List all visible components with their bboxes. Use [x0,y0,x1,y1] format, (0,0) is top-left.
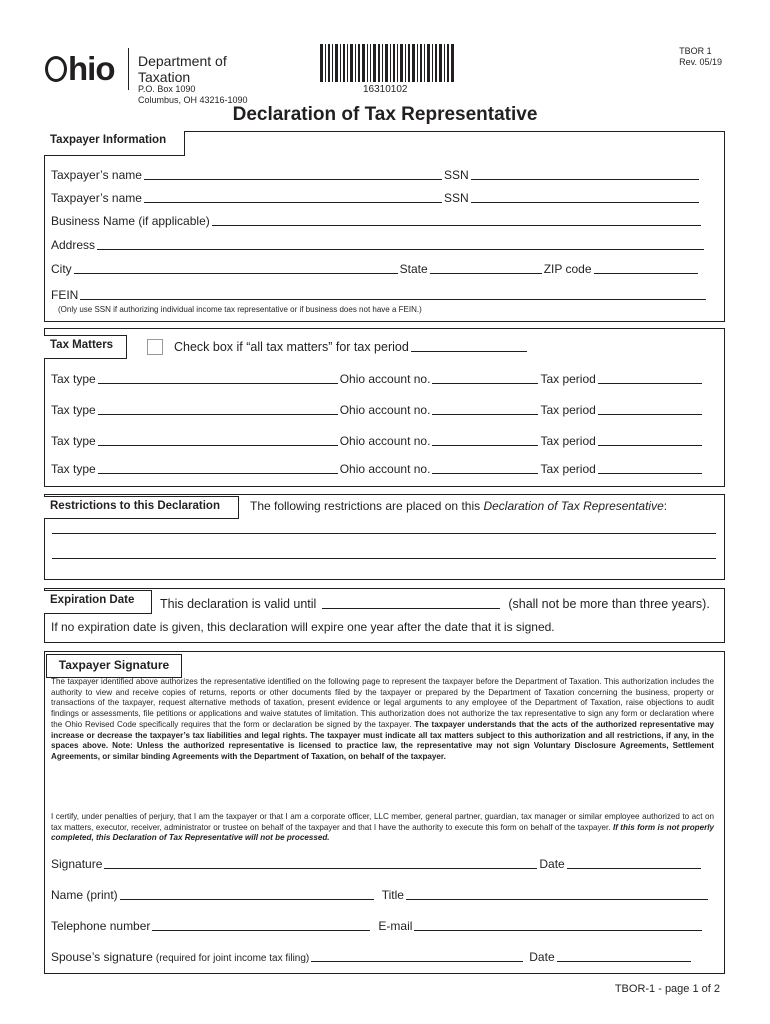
tax-type-field[interactable] [98,463,338,474]
tax-matter-row: Tax type Ohio account no. Tax period [51,372,704,386]
taxpayer-name-row-1: Taxpayer’s name SSN [51,168,711,182]
expiration-date-field[interactable] [322,598,500,609]
signature-field[interactable] [104,858,537,869]
account-field[interactable] [432,373,538,384]
restrictions-line[interactable] [52,533,716,534]
ssn-2-field[interactable] [471,192,699,203]
fein-note: (Only use SSN if authorizing individual income tax representative or if business does not have a FEIN.) [58,305,422,314]
taxpayer-name-2-field[interactable] [144,192,442,203]
zip-field[interactable] [594,263,698,274]
tax-type-field[interactable] [98,373,338,384]
account-field[interactable] [432,463,538,474]
form-code: TBOR 1 Rev. 05/19 [679,46,722,67]
tax-matters-label: Tax Matters [44,335,127,359]
spouse-date-field[interactable] [557,951,691,962]
state-field[interactable] [430,263,542,274]
spouse-signature-field[interactable] [311,951,523,962]
all-tax-matters-row: Check box if “all tax matters” for tax period [174,340,529,354]
department-name: Department of Taxation [138,53,227,85]
barcode-icon [320,44,454,82]
spouse-signature-row: Spouse’s signature (required for joint income tax filing) Date [51,950,693,964]
ohio-logo: hio [45,50,114,88]
restrictions-line[interactable] [52,558,716,559]
taxpayer-info-label: Taxpayer Information [44,131,185,156]
department-address: P.O. Box 1090 Columbus, OH 43216-1090 [138,84,248,105]
valid-until-row: This declaration is valid until (shall not be more than three years). [160,597,710,611]
expiration-label: Expiration Date [44,590,152,614]
account-field[interactable] [432,404,538,415]
ohio-logo-o-icon [45,56,67,82]
email-field[interactable] [414,920,702,931]
barcode-number: 16310102 [363,84,408,95]
certification-paragraph: I certify, under penalties of perjury, that I am the taxpayer or that I am a corporate officer, LLC member, general partner, guardian, tax manager or similar employee authorized to act on tax matters, executor, receiver, administrator or trustee on behalf of the taxpayer and that I have the authority to execute this form on behalf of the taxpayer. If this form is not properly completed, this Declaration of Tax Representative will not be processed. [51,812,715,843]
tax-period-field[interactable] [598,373,702,384]
city-field[interactable] [74,263,398,274]
tax-period-field[interactable] [598,463,702,474]
tax-type-field[interactable] [98,404,338,415]
tax-period-field[interactable] [598,404,702,415]
city-state-zip-row: City State ZIP code [51,262,700,276]
tax-period-field[interactable] [598,435,702,446]
tax-matter-row: Tax type Ohio account no. Tax period [51,462,704,476]
restrictions-label: Restrictions to this Declaration [44,496,239,519]
authorization-paragraph: The taxpayer identified above authorizes the representative identified on the following page to represent the taxpayer before the Department of Taxation. This authorization includes the authority to view and receive copies of returns, reports or other documents filed by the taxpayer or prepared by the Department of Taxation concerning the business, property or transactions of the taxpayer, request alternative methods of taxation, present evidence or legal arguments to any employee of the Department of Taxation, raise objections to audit findings or assessments, file petitions or applications and waive statutes of limitation. This authorization does not authorize the tax representative to sign any form or declaration where the Ohio Revised Code specifically requires that the form or declaration be signed by the taxpayer. The taxpayer understands that the acts of the authorized representative may increase or decrease the taxpayer’s tax liabilities and legal rights. The taxpayer must indicate all tax matters subject to this authorization and all restrictions, if any, in the spaces above. Note: Unless the authorized representative is licensed to practice law, the representative may not sign Voluntary Disclosure Agreements, Settlement Agreements, or similar binding Agreements with the Department of Taxation, on behalf of the taxpayer. [51,677,715,761]
tax-matter-row: Tax type Ohio account no. Tax period [51,403,704,417]
fein-row: FEIN [51,288,708,302]
telephone-field[interactable] [152,920,370,931]
tax-type-field[interactable] [98,435,338,446]
ssn-field[interactable] [471,169,699,180]
signature-label: Taxpayer Signature [46,654,182,678]
signature-date-field[interactable] [567,858,701,869]
taxpayer-name-row-2: Taxpayer’s name SSN [51,191,711,205]
name-title-row: Name (print) Title [51,888,710,902]
tax-matter-row: Tax type Ohio account no. Tax period [51,434,704,448]
taxpayer-name-field[interactable] [144,169,442,180]
logo-divider [128,48,129,90]
address-row: Address [51,238,706,252]
account-field[interactable] [432,435,538,446]
title-field[interactable] [406,889,708,900]
address-field[interactable] [97,239,704,250]
business-name-row: Business Name (if applicable) [51,214,703,228]
restrictions-intro: The following restrictions are placed on this Declaration of Tax Representative: [250,499,668,513]
all-matters-period-field[interactable] [411,341,527,352]
signature-row: Signature Date [51,857,703,871]
phone-email-row: Telephone number E-mail [51,919,704,933]
print-name-field[interactable] [120,889,374,900]
business-name-field[interactable] [212,215,701,226]
expiration-default-note: If no expiration date is given, this declaration will expire one year after the date that it is signed. [51,620,555,634]
fein-field[interactable] [80,289,706,300]
page-footer: TBOR-1 - page 1 of 2 [614,983,720,995]
all-tax-matters-checkbox[interactable] [147,339,163,355]
page-title: Declaration of Tax Representative [232,104,538,125]
